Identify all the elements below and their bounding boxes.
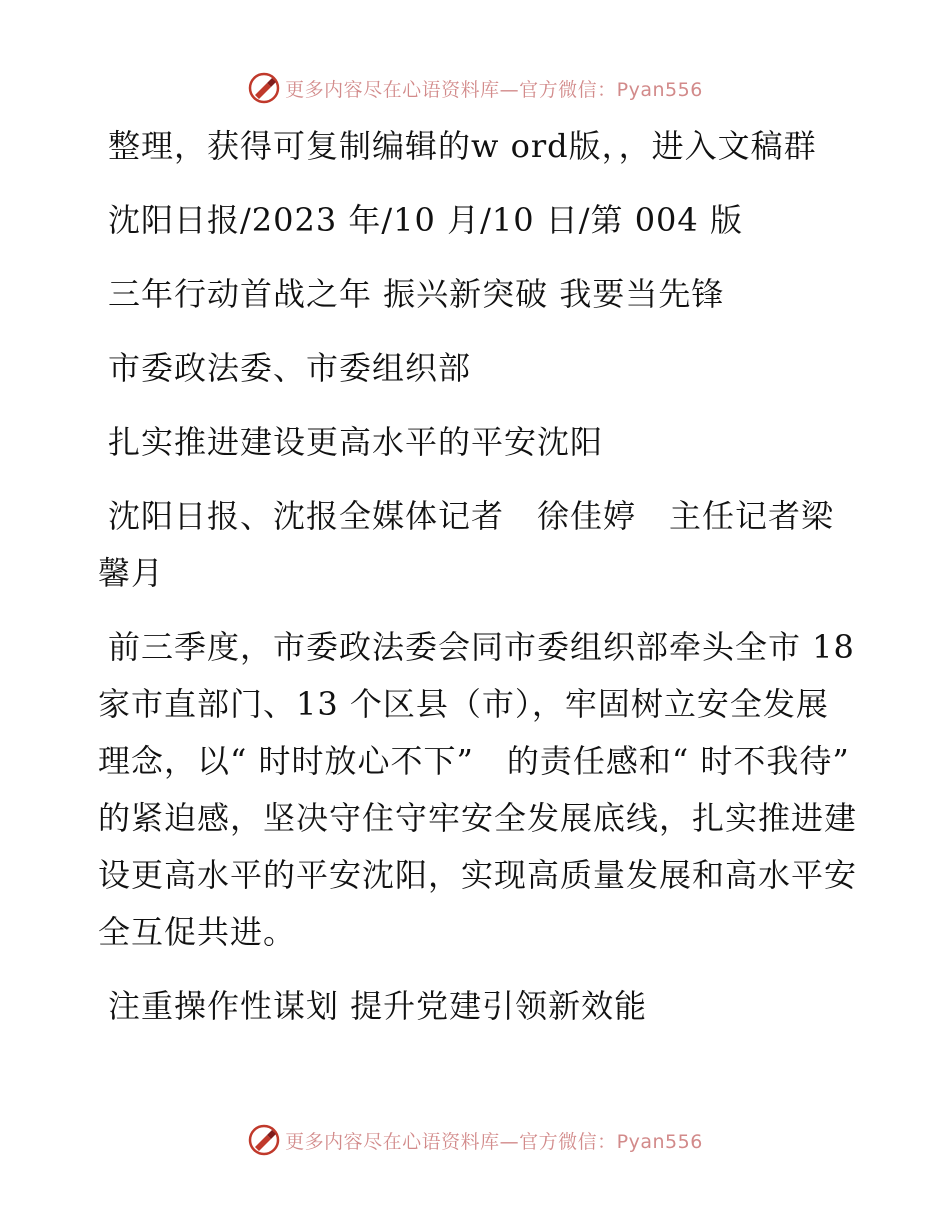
- intro-line: 整理，获得可复制编辑的w ord版，，进入文稿群: [108, 127, 817, 165]
- section-heading: 注重操作性谋划 提升党建引领新效能: [108, 987, 648, 1025]
- red-circular-pen-logo-icon: [247, 71, 281, 105]
- watermark-text: 更多内容尽在心语资料库—官方微信：Pyan556: [285, 78, 703, 101]
- body-paragraph: 前三季度，市委政法委会同市委组织部牵头全市 18 家市直部门、13 个区县（市），牢固树立安全发展理念，以“ 时时放心不下” 的责任感和“ 时不我待” 的紧迫感，坚决守住守牢安全发展底线，扎实推进建设更高水平的平安沈阳，实现高质量发展和高水平安全互促共进。: [98, 628, 883, 951]
- bottom-watermark: [0, 1120, 950, 1160]
- watermark-text: 更多内容尽在心语资料库—官方微信：Pyan556: [285, 1130, 703, 1153]
- article-headline: 扎实推进建设更高水平的平安沈阳: [108, 423, 604, 461]
- publication-line: 沈阳日报/2023 年/10 月/10 日/第 004 版: [108, 201, 743, 239]
- red-circular-pen-logo-icon: [247, 1123, 281, 1157]
- department-line: 市委政法委、市委组织部: [108, 349, 472, 387]
- document-body: [98, 118, 883, 1052]
- top-watermark: [0, 68, 950, 108]
- byline: 沈阳日报、沈报全媒体记者 徐佳婷 主任记者梁馨月: [98, 497, 835, 592]
- column-title: 三年行动首战之年 振兴新突破 我要当先锋: [108, 275, 725, 313]
